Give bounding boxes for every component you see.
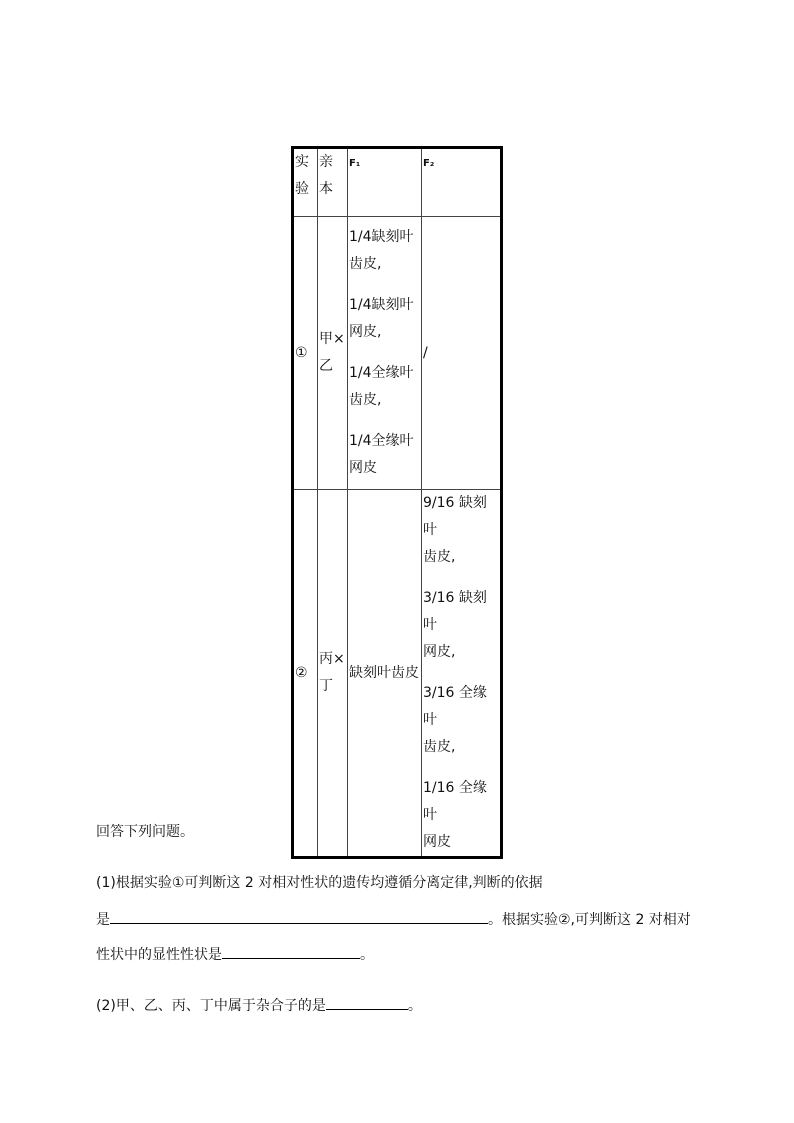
row-f1-results: 1/4缺刻叶 齿皮, 1/4缺刻叶 网皮, 1/4全缘叶 齿皮, 1/4全缘叶 网皮	[348, 217, 422, 490]
answer-blank-heterozygotes[interactable]	[326, 994, 408, 1010]
table-header-row	[293, 148, 502, 217]
header-f2: F₂	[422, 148, 502, 217]
row-f2-results: 9/16 缺刻叶 齿皮, 3/16 缺刻叶 网皮, 3/16 全缘叶 齿皮, 1/16 全缘叶 网皮	[422, 490, 502, 858]
genetics-table	[291, 146, 503, 859]
table-row	[293, 217, 502, 490]
row-parents: 甲× 乙	[318, 217, 348, 490]
question-1-line-3: 性状中的显性性状是 。	[96, 943, 374, 965]
question-1-line-2: 是 。根据实验②,可判断这 2 对相对	[96, 908, 691, 930]
header-f1: F₁	[348, 148, 422, 217]
row-f1-results: 缺刻叶齿皮	[348, 490, 422, 858]
row-experiment-id: ①	[293, 217, 318, 490]
header-experiment: 实 验	[293, 148, 318, 217]
header-parent: 亲本	[318, 148, 348, 217]
question-2: (2)甲、乙、丙、丁中属于杂合子的是 。	[96, 994, 422, 1016]
answer-blank-dominant-traits[interactable]	[222, 943, 360, 959]
answer-blank-basis[interactable]	[110, 908, 488, 924]
row-f2-results: /	[422, 217, 502, 490]
row-experiment-id: ②	[293, 490, 318, 858]
question-1-line-1: (1)根据实验①可判断这 2 对相对性状的遗传均遵循分离定律,判断的依据	[96, 875, 543, 891]
prompt-text: 回答下列问题。	[96, 824, 194, 840]
table-row	[293, 490, 502, 858]
row-parents: 丙× 丁	[318, 490, 348, 858]
